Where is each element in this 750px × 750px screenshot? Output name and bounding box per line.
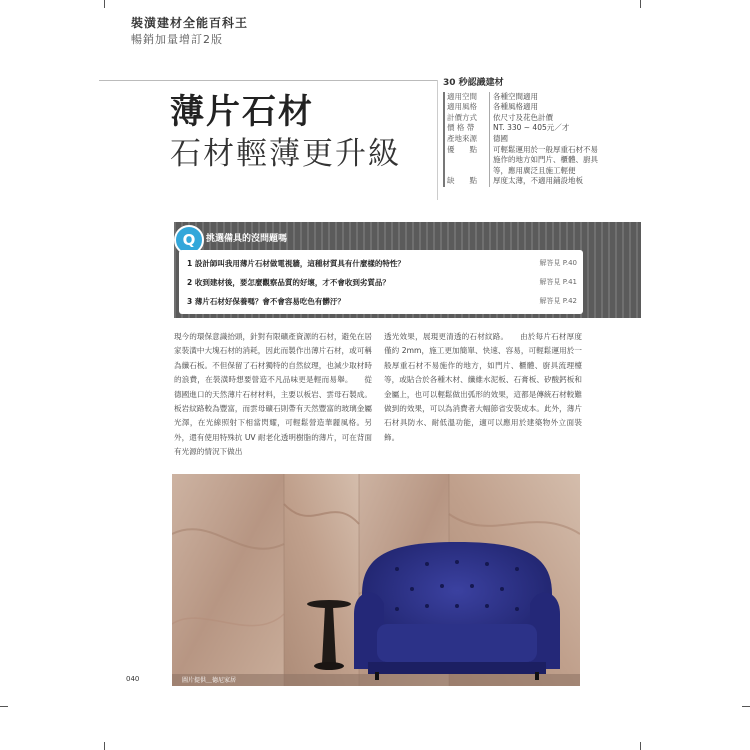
photo-caption: 圖片提供＿德尼家居	[182, 677, 237, 684]
spec-row	[443, 176, 603, 187]
spec-value: 各種空間適用	[489, 92, 603, 103]
crop-mark	[104, 742, 105, 750]
spec-row	[443, 134, 603, 145]
answer-reference: 解答見 P.40	[539, 259, 577, 267]
body-text-left: 現今的環保意識抬頭，針對有限礦產資源的石材，避免在居家裝潢中大塊石材的消耗，因此而製作出薄片石材，或可稱為纖石板。不但保留了石材獨特的自然紋理，也減少取材時的浪費，在裝潢時想要營造不凡品味更是輕而易舉。 從德國進口的天然薄片石材材料，主要以板岩、雲母石製成。板岩紋路較為豐富，而雲母礦石則帶有天然豐富的玻璃金屬光澤，在光線照射下相當閃耀，可輕鬆營造華麗風格。另外，還有使用特殊抗 UV 耐老化透明樹脂的薄片，可在背面有光源的情況下做出	[174, 332, 372, 457]
question-text: 2 收到建材後，要怎麼觀察品質的好壞，才不會收到劣質品？	[187, 278, 390, 287]
spec-key: 產地來源	[443, 134, 489, 145]
photo-illustration	[172, 474, 580, 686]
spec-row	[443, 113, 603, 124]
spec-key: 缺 點	[443, 176, 489, 187]
page-title: 薄片石材	[170, 92, 314, 132]
crop-mark	[640, 742, 641, 750]
spec-row	[443, 123, 603, 134]
spec-value: 依尺寸及花色計價	[489, 113, 603, 124]
specs-divider	[437, 80, 438, 200]
spec-row	[443, 92, 603, 103]
spec-key: 計價方式	[443, 113, 489, 124]
title-divider	[99, 80, 437, 81]
question-item[interactable]	[187, 277, 577, 288]
product-photo	[172, 474, 580, 686]
questions-card	[179, 250, 583, 314]
page-number: 040	[126, 675, 140, 683]
crop-mark	[640, 0, 641, 8]
answer-reference: 解答見 P.42	[539, 297, 577, 305]
spec-value: 德國	[489, 134, 603, 145]
questions-heading: 挑選備具的沒問題嗎	[206, 234, 288, 244]
spec-key: 優 點	[443, 145, 489, 177]
page-subtitle: 石材輕薄更升級	[170, 136, 401, 172]
crop-mark	[0, 706, 8, 707]
question-text: 3 薄片石材好保養嗎？會不會容易吃色有髒汙？	[187, 297, 345, 306]
specs-box	[443, 78, 603, 187]
spec-key: 適用風格	[443, 102, 489, 113]
answer-reference: 解答見 P.41	[539, 278, 577, 286]
spec-row	[443, 102, 603, 113]
crop-mark	[742, 706, 750, 707]
book-edition-subtitle: 暢銷加量增訂2版	[131, 33, 223, 46]
spec-value: 厚度太薄，不適用鋪設地板	[489, 176, 603, 187]
spec-key: 價 格 帶	[443, 123, 489, 134]
spec-value: 可輕鬆運用於一般厚重石材不易施作的地方如門片、櫃體、廚具等，應用廣泛且施工輕便	[489, 145, 603, 177]
question-text: 1 設計師叫我用薄片石材做電視牆，這種材質具有什麼樣的特性？	[187, 259, 405, 268]
crop-mark	[104, 0, 105, 8]
question-item[interactable]	[187, 258, 577, 269]
question-badge: Q	[174, 225, 204, 255]
body-text-right: 透光效果，展現更清透的石材紋路。 由於每片石材厚度僅約 2mm，施工更加簡單、快速、容易，可輕鬆運用於一般厚重石材不易施作的地方，如門片、櫃體、廚具流理檯等，或貼合於各種木材、纖維水泥板、石膏板、矽酸鈣板和金屬上，也可以輕鬆做出弧形的效果，這都是傳統石材較難做到的效果，可以為消費者大幅節省安裝成本。此外，薄片石材具防水、耐低溫功能，適可以應用於建築物外立面裝飾。	[384, 332, 582, 442]
spec-value: 各種風格適用	[489, 102, 603, 113]
spec-row	[443, 145, 603, 177]
spec-key: 適用空間	[443, 92, 489, 103]
book-series-title: 裝潢建材全能百科王	[131, 16, 249, 30]
specs-heading: 30 秒認識建材	[443, 78, 504, 88]
question-item[interactable]	[187, 296, 577, 307]
spec-value: NT. 330 ~ 405元／才	[489, 123, 603, 134]
